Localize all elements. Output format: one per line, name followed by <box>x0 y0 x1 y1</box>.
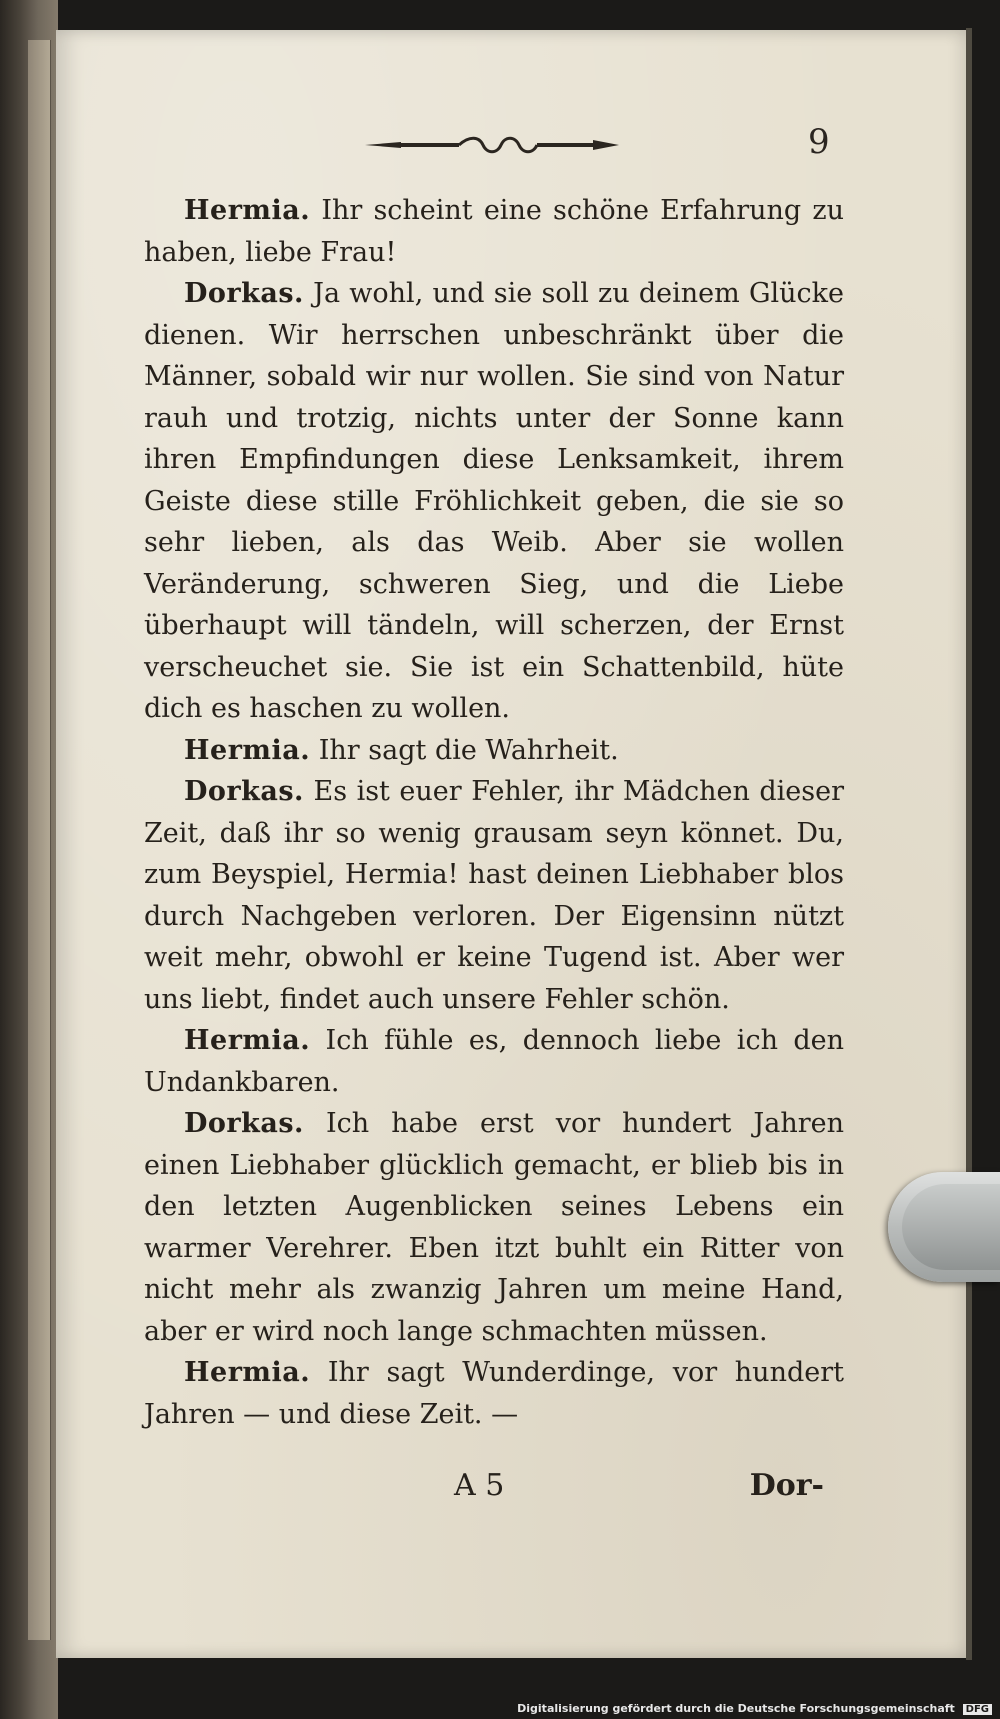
paragraph <box>144 1020 844 1103</box>
page-edge <box>966 28 972 1660</box>
speaker-name: Hermia. <box>184 1025 311 1056</box>
page-clip-inner <box>902 1184 1000 1270</box>
body-text <box>144 190 844 1435</box>
book-page <box>56 30 968 1658</box>
page-clip <box>888 1172 1000 1282</box>
dialogue-text: Ich fühle es, dennoch liebe ich den Undankbaren. <box>144 1025 844 1098</box>
page-number: 9 <box>808 122 830 162</box>
dialogue-text: Ihr sagt die Wahrheit. <box>318 734 619 766</box>
signature-mark: A 5 <box>454 1468 505 1503</box>
paragraph <box>144 190 844 273</box>
dialogue-text: Ja wohl, und sie soll zu deinem Glücke dienen. Wir herrschen unbeschränkt über die Männer, sobald wir nur wollen. Sie sind von Natur rauh und trotzig, nichts unter der Sonne kann ihren Empfindungen diese Lenksamkeit, ihrem Geiste diese stille Fröhlichkeit geben, die sie so sehr lieben, als das Weib. Aber sie wollen Veränderung, schweren Sieg, und die Liebe überhaupt will tändeln, will scherzen, der Ernst verscheuchet sie. Sie ist ein Schattenbild, hüte dich es haschen zu wollen. <box>144 278 844 724</box>
dialogue-text: Ich habe erst vor hundert Jahren einen Liebhaber glücklich gemacht, er blieb bis in den letzten Augenblicken seines Lebens ein warmer Verehrer. Eben itzt buhlt ein Ritter von nicht mehr als zwanzig Jahren um meine Hand, aber er wird noch lange schmachten müssen. <box>144 1108 844 1347</box>
digitization-credit <box>517 1702 992 1715</box>
dfg-logo: DFG <box>963 1704 992 1715</box>
dialogue-text: Ihr scheint eine schöne Erfahrung zu haben, liebe Frau! <box>144 195 844 268</box>
catchword: Dor- <box>749 1468 824 1503</box>
dialogue-text: Es ist euer Fehler, ihr Mädchen dieser Zeit, daß ihr so wenig grausam seyn könnet. Du, zum Beyspiel, Hermia! hast deinen Liebhaber blos durch Nachgeben verloren. Der Eigensinn nützt weit mehr, obwohl er keine Tugend ist. Aber wer uns liebt, findet auch unsere Fehler schön. <box>144 776 844 1015</box>
paragraph <box>144 730 844 772</box>
page-footer <box>144 1468 844 1514</box>
speaker-name: Hermia. <box>184 734 311 766</box>
paragraph <box>144 1103 844 1352</box>
dialogue-text: Ihr sagt Wunderdinge, vor hundert Jahren — und diese Zeit. — <box>144 1357 844 1430</box>
book-binding-left <box>0 0 58 1719</box>
header-ornament <box>361 134 623 156</box>
credit-text: Digitalisierung gefördert durch die Deutsche Forschungsgemeinschaft <box>517 1702 955 1715</box>
speaker-name: Dorkas. <box>184 278 304 309</box>
paragraph <box>144 273 844 730</box>
speaker-name: Hermia. <box>184 195 311 226</box>
speaker-name: Hermia. <box>184 1357 311 1388</box>
speaker-name: Dorkas. <box>184 1108 304 1139</box>
binding-strip <box>28 40 51 1640</box>
paragraph <box>144 1352 844 1435</box>
paragraph <box>144 771 844 1020</box>
speaker-name: Dorkas. <box>184 776 304 807</box>
